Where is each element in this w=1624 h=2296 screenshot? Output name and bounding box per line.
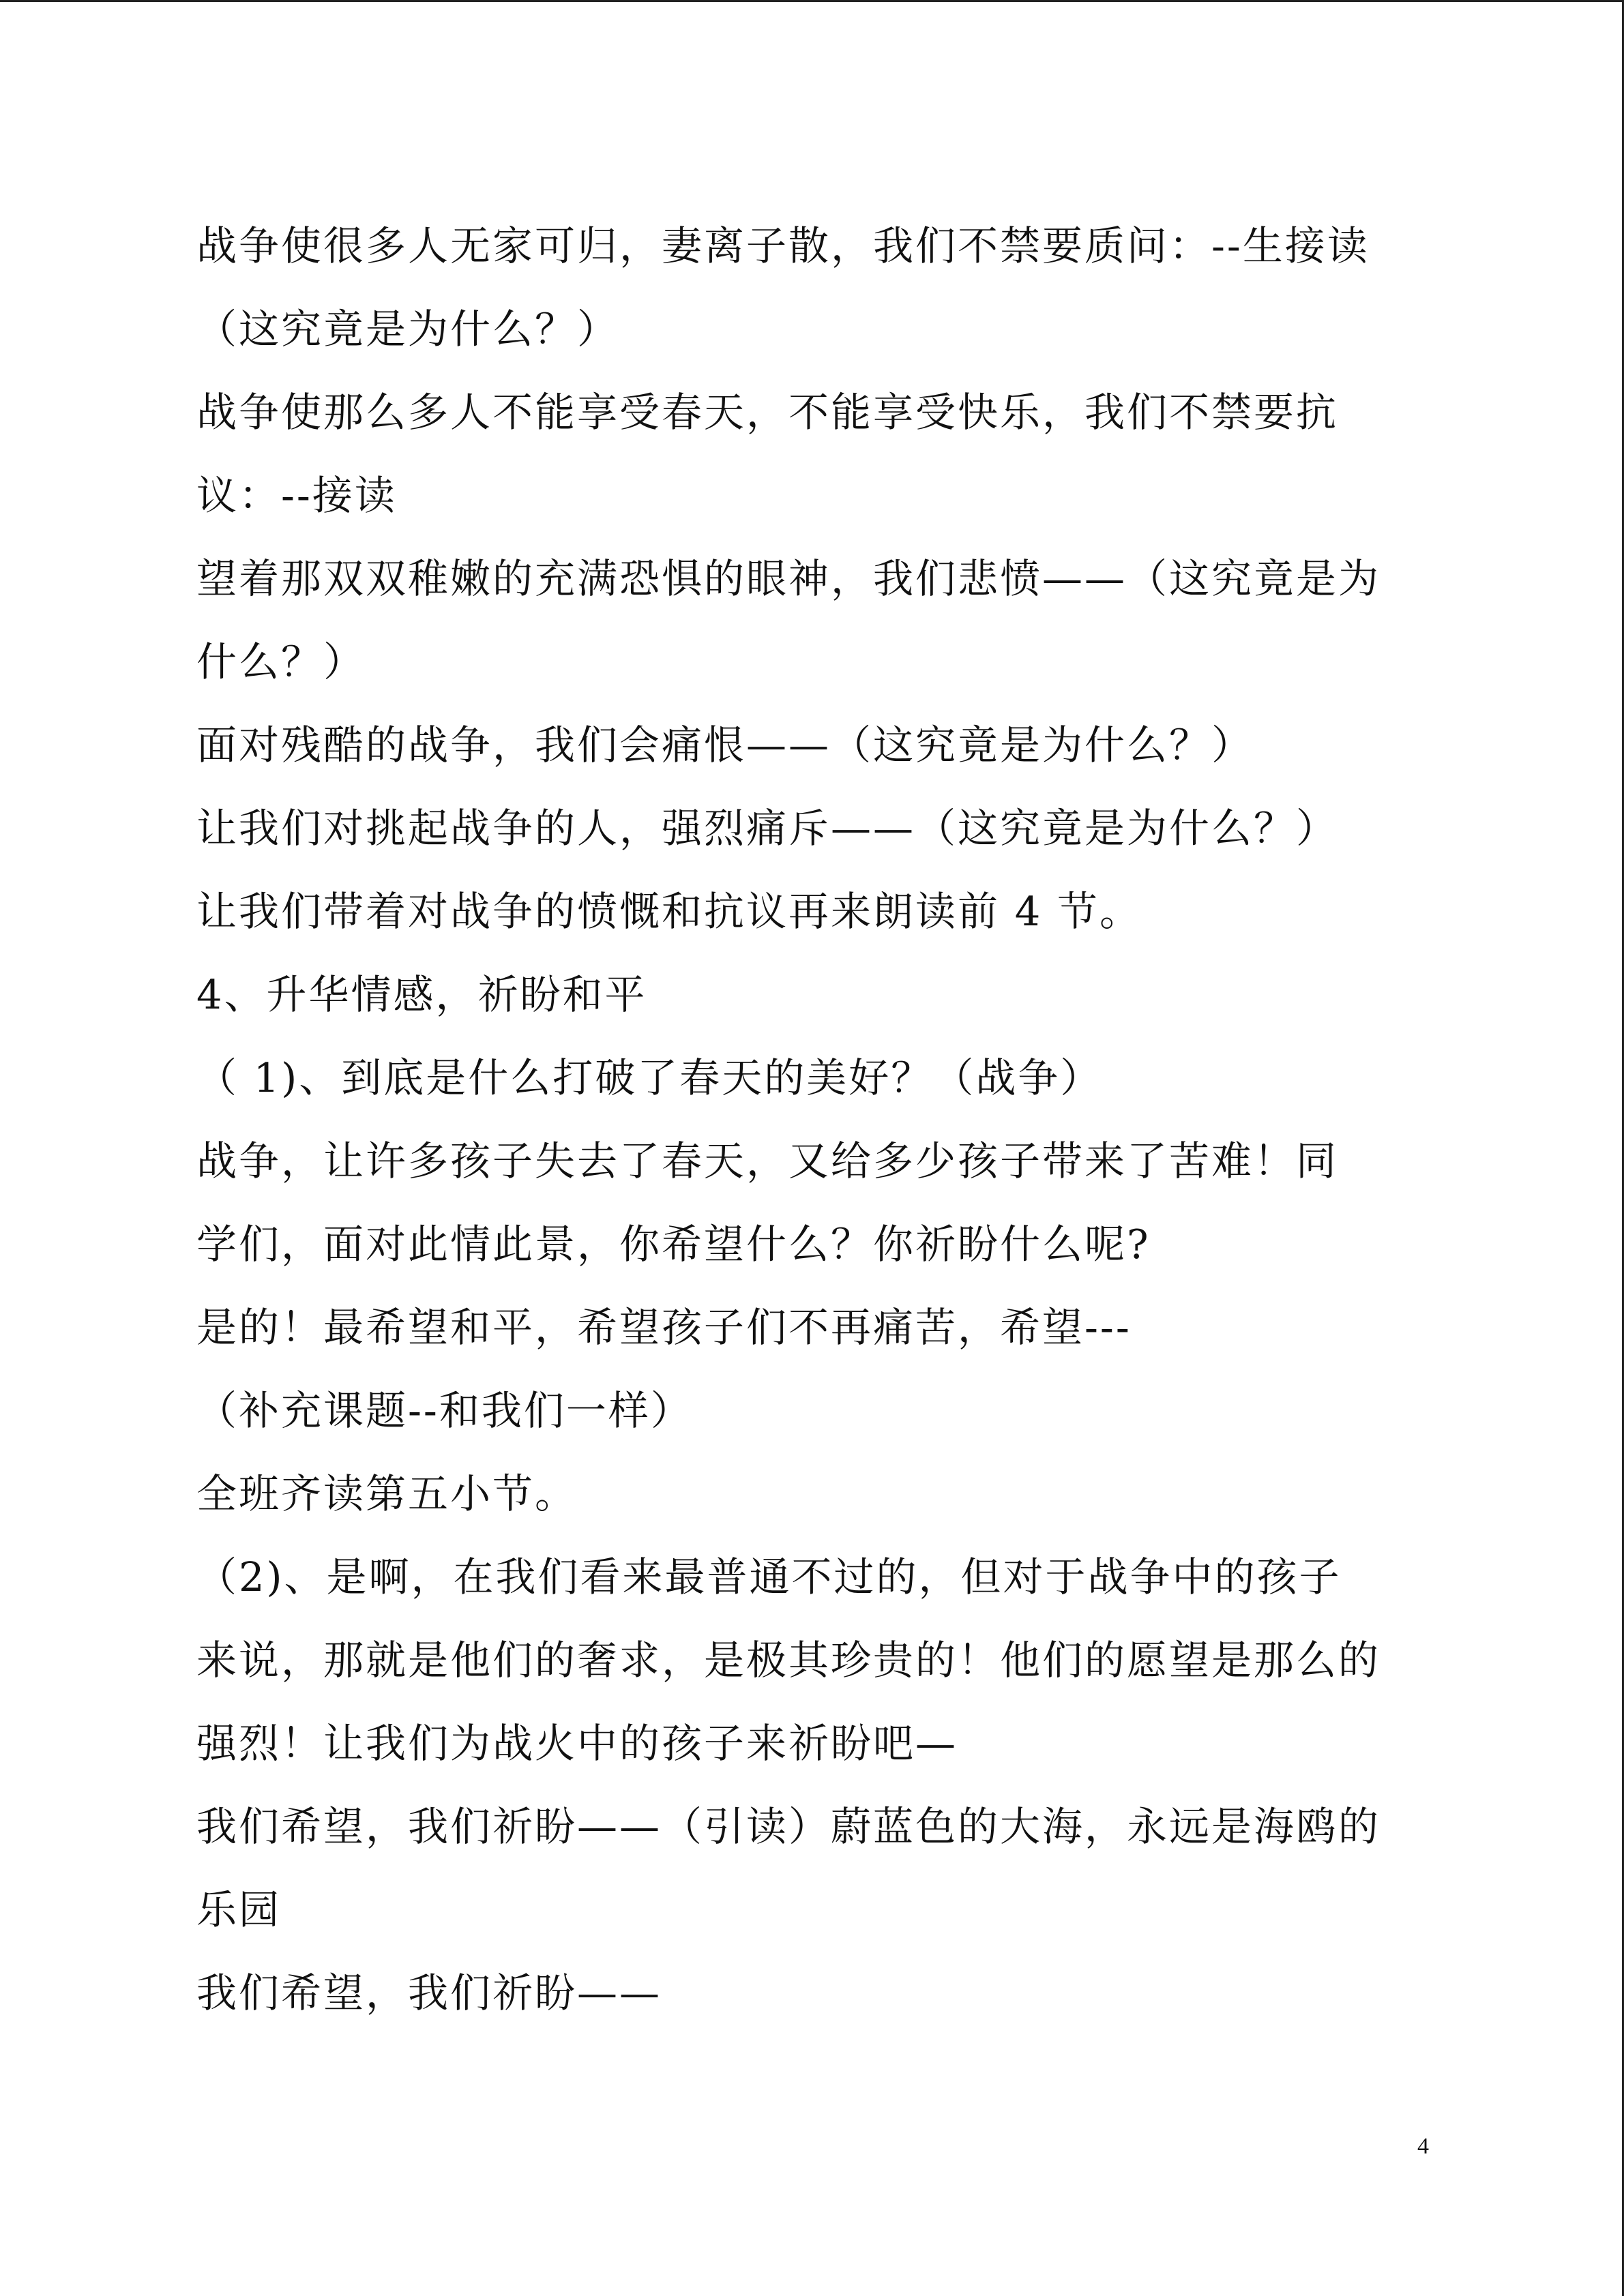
- text-line: 强烈！让我们为战火中的孩子来祈盼吧—: [196, 1720, 958, 1767]
- page-number: 4: [1417, 2134, 1429, 2159]
- text-line: 战争，让许多孩子失去了春天，又给多少孩子带来了苦难！同: [196, 1137, 1339, 1184]
- text-line: 是的！最希望和平，希望孩子们不再痛苦，希望---: [196, 1304, 1132, 1351]
- text-line: 学们，面对此情此景，你希望什么？你祈盼什么呢?: [196, 1221, 1151, 1268]
- text-line: （2)、是啊，在我们看来最普通不过的，但对于战争中的孩子: [196, 1553, 1342, 1600]
- text-line: 战争使很多人无家可归，妻离子散，我们不禁要质问：--生接读: [196, 222, 1370, 269]
- text-line: 乐园: [196, 1886, 282, 1933]
- text-line: 战争使那么多人不能享受春天，不能享受快乐，我们不禁要抗: [196, 389, 1339, 436]
- text-line: 全班齐读第五小节。: [196, 1470, 578, 1517]
- text-line: 让我们带着对战争的愤慨和抗议再来朗读前 4 节。: [196, 888, 1142, 935]
- text-line: 议：--接读: [196, 472, 397, 519]
- section-heading: 4、升华情感，祈盼和平: [196, 971, 647, 1018]
- text-line: 我们希望，我们祈盼——（引读）蔚蓝色的大海，永远是海鸥的: [196, 1803, 1381, 1850]
- text-line: （ 1)、到底是什么打破了春天的美好？（战争）: [196, 1054, 1103, 1101]
- text-line: （补充课题--和我们一样）: [196, 1387, 693, 1434]
- text-line: 什么？）: [196, 638, 366, 685]
- text-line: 望着那双双稚嫩的充满恐惧的眼神，我们悲愤——（这究竟是为: [196, 555, 1381, 602]
- text-line: 让我们对挑起战争的人，强烈痛斥——（这究竟是为什么？）: [196, 805, 1339, 852]
- page-top-border: [0, 0, 1624, 2]
- text-line: （这究竟是为什么？）: [196, 305, 620, 353]
- text-line: 来说，那就是他们的奢求，是极其珍贵的！他们的愿望是那么的: [196, 1637, 1381, 1684]
- document-body: [196, 205, 1424, 2035]
- text-line: 我们希望，我们祈盼——: [196, 1969, 662, 2016]
- text-line: 面对残酷的战争，我们会痛恨——（这究竟是为什么？）: [196, 721, 1254, 769]
